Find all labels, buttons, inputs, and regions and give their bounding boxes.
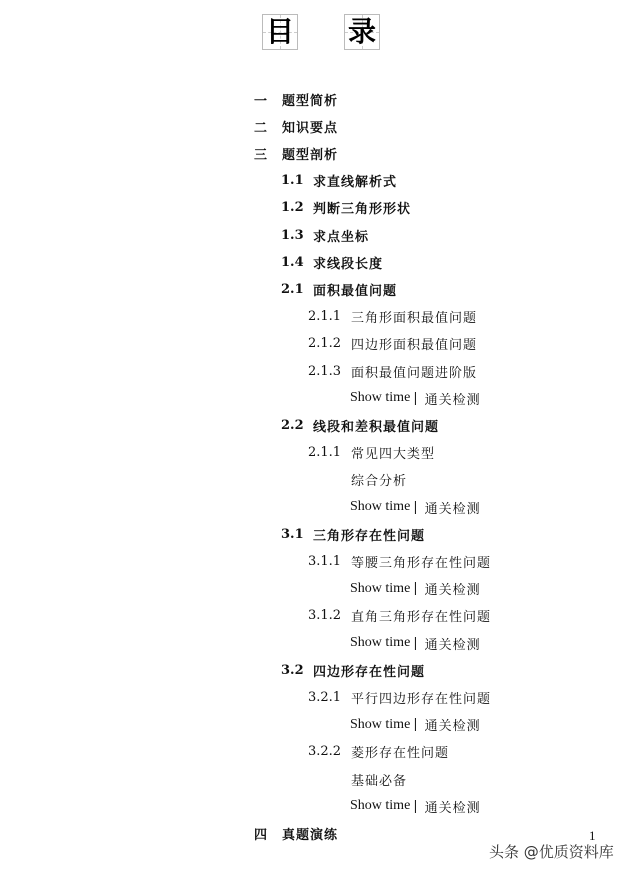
toc-entry[interactable] [308,333,477,355]
toc-entry-number: 3.2.1 [308,689,342,705]
show-time-label: Show time [350,499,411,514]
check-label: 通关检测 [424,800,481,816]
toc-entry-title: 四边形存在性问题 [313,664,426,680]
show-time-label: Show time [350,798,411,814]
toc-title-char-1: 目 [262,14,298,50]
toc-entry-number: 3.2 [281,662,304,678]
show-time-label: Show time [350,635,411,650]
toc-entry[interactable] [308,442,435,464]
toc-entry-title: 三角形面积最值问题 [351,311,478,327]
toc-entry-number: 1.1 [281,173,304,189]
toc-entry-number: 1.3 [281,227,304,243]
toc-entry-title: 基础必备 [351,773,408,789]
check-label: 通关检测 [424,719,481,735]
toc-entry[interactable] [350,714,481,736]
toc-entry-title: 菱形存在性问题 [351,746,450,762]
toc-entry-number: 一 [254,93,268,109]
toc-entry-title: 四边形面积最值问题 [351,338,478,354]
toc-entry[interactable] [281,251,383,273]
toc-entry[interactable] [351,768,407,790]
toc-entry[interactable] [254,822,338,844]
separator: | [413,499,418,515]
check-label: 通关检测 [424,392,481,408]
toc-entry-number: 1.2 [281,200,304,216]
toc-entry-number: 1.4 [281,254,304,270]
toc-entry[interactable] [308,686,491,708]
toc-entry[interactable] [281,278,397,300]
toc-entry-title: 平行四边形存在性问题 [351,691,492,707]
toc-entry-title: 线段和差积最值问题 [313,419,440,435]
toc-entry-number: 2.1.1 [308,309,342,325]
toc-entry-title: 求直线解析式 [313,175,398,191]
check-label: 通关检测 [424,501,481,517]
toc-entry[interactable] [308,360,477,382]
toc-entry-number: 2.2 [281,417,304,433]
check-label: 通关检测 [424,637,481,653]
toc-entry[interactable] [254,142,338,164]
toc-entry-title: 判断三角形形状 [313,202,412,218]
toc-entry-title: 常见四大类型 [351,447,436,463]
toc-entry-number: 四 [254,827,268,843]
show-time-label: Show time [350,390,411,406]
toc-entry[interactable] [350,795,481,817]
toc-entry-title: 求点坐标 [313,229,370,245]
separator: | [413,390,418,406]
toc-entry[interactable] [281,224,369,246]
toc-entry-title: 题型简析 [282,93,339,109]
separator: | [413,798,418,814]
toc-entry-title: 面积最值问题 [313,283,398,299]
toc-entry-title: 直角三角形存在性问题 [351,610,492,626]
show-time-label: Show time [350,580,411,596]
toc-entry-number: 3.1.2 [308,608,342,624]
separator: | [413,717,418,733]
toc-entry[interactable] [351,469,407,491]
toc-entry[interactable] [350,578,481,600]
check-label: 通关检测 [424,583,481,599]
toc-entry-title: 知识要点 [282,120,339,136]
toc-entry[interactable] [254,115,338,137]
toc-entry[interactable] [308,605,491,627]
toc-entry[interactable] [308,741,449,763]
toc-entry-number: 3.1 [281,526,304,542]
toc-entry-title: 综合分析 [351,474,408,490]
toc-entry-number: 三 [254,147,268,163]
toc-entry[interactable] [281,414,439,436]
page-number: 1 [589,828,596,843]
toc-entry-title: 三角形存在性问题 [313,528,426,544]
toc-entry[interactable] [350,632,481,654]
toc-entry[interactable] [350,387,481,409]
toc-entry[interactable] [281,659,425,681]
toc-entry-title: 面积最值问题进阶版 [351,365,478,381]
separator: | [413,581,418,597]
watermark: 头条 @优质资料库 [489,843,614,861]
toc-entry-number: 二 [254,120,268,136]
toc-entry[interactable] [281,170,397,192]
toc-entry[interactable] [308,306,477,328]
toc-entry[interactable] [350,496,481,518]
toc-entry[interactable] [281,197,411,219]
toc-entry-title: 真题演练 [282,827,339,843]
toc-entry-number: 2.1.1 [308,445,342,461]
toc-entry[interactable] [254,88,338,110]
toc-entry-number: 3.2.2 [308,744,342,760]
toc-entry-title: 求线段长度 [313,256,384,272]
toc-title-char-2: 录 [344,14,380,50]
toc-entry-title: 等腰三角形存在性问题 [351,555,492,571]
toc-entry-number: 2.1.2 [308,336,342,352]
separator: | [413,635,418,651]
toc-entry[interactable] [308,550,491,572]
toc-entry-number: 2.1.3 [308,363,342,379]
show-time-label: Show time [350,716,411,732]
toc-entry-number: 2.1 [281,281,304,297]
toc-entry-number: 3.1.1 [308,553,342,569]
toc-entry-title: 题型剖析 [282,147,339,163]
toc-entry[interactable] [281,523,425,545]
